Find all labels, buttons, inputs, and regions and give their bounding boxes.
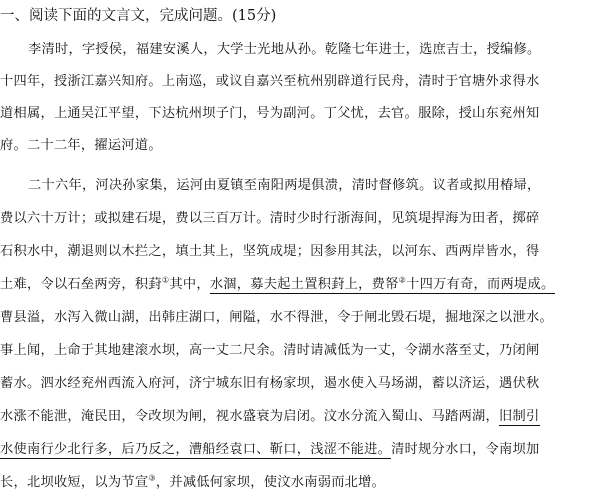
footnote-marker-3: ③ <box>148 473 156 483</box>
paragraph-2-line-5: 曹县溢，水泻入微山湖，出韩庄湖口，闸隘，水不得泄，令于闸北毁石堤，掘地深之以泄水。 <box>0 310 553 325</box>
line-4-text-a: 土难，令以石垒两旁，积葑 <box>0 277 162 292</box>
paragraph-1-line-1: 李清时，字授侯，福建安溪人，大学士光地从孙。乾隆七年进士，选庶吉士，授编修。 <box>28 42 541 57</box>
paragraph-2-line-1: 二十六年，河决孙家集，运河由夏镇至南阳两堤俱溃，清时督修筑。议者或拟用椿埽， <box>28 178 541 193</box>
underlined-sentence-1-part-a: 水涸，募夫起土置积葑上，费帑②十四万有奇，而两堤成。 <box>209 275 555 292</box>
paragraph-2-line-9 <box>0 440 596 460</box>
line-9-text-b: 清时规分水口，令南坝加 <box>391 442 540 457</box>
paragraph-1-line-2: 十四年，授浙江嘉兴知府。上南巡，或议自嘉兴至杭州别辟道行民舟，清时于官塘外求得水 <box>0 74 540 89</box>
paragraph-1-line-3: 道相属，上通吴江平望，下达杭州坝子门，号为副河。丁父忧，去官。服除，授山东兖州知 <box>0 106 540 121</box>
paragraph-1-line-4: 府。二十二年，擢运河道。 <box>0 138 162 153</box>
underlined-sentence-2-part-a: 旧制引 <box>499 409 540 424</box>
footnote-marker-2: ② <box>398 275 407 285</box>
paragraph-2-line-3: 石积水中，潮退则以木拦之，填土其上，坚筑成堤；因参用其法，以河东、西两岸皆水，得 <box>0 244 540 259</box>
line-8-text-a: 水涨不能泄，淹民田，令改坝为闸，视水盛衰为启闭。汶水分流入蜀山、马踏两湖， <box>0 409 500 424</box>
line-10-text-b: ，并减低何家坝，使汶水南弱而北增。 <box>155 475 386 490</box>
paragraph-2-line-8 <box>0 407 596 427</box>
paragraph-2-line-6: 事上闻，上命于其地建滚水坝，高一丈二尺余。清时请减低为一丈，令湖水落至丈，乃闭闸 <box>0 343 540 358</box>
paragraph-2-line-7: 蓄水。泗水经兖州西流入府河，济宁城东旧有杨家坝，遏水使入马场湖，蓄以济运，遇伏秋 <box>0 376 540 391</box>
line-4-text-b: 其中， <box>169 277 210 292</box>
footnote-marker-1: ① <box>161 275 170 285</box>
paragraph-2-line-2: 费以六十万计；或拟建石堤，费以三百万计。清时少时行浙海间，见筑堤捍海为田者，掷碎 <box>0 211 540 226</box>
line-10-text-a: 长，北坝收短，以为节宣 <box>0 475 149 490</box>
paragraph-2-line-4 <box>0 275 596 295</box>
paragraph-2-line-10 <box>0 473 596 493</box>
question-heading: 一、阅读下面的文言文，完成问题。(15分) <box>0 8 277 24</box>
underlined-sentence-2-part-b: 水使南行少北行多，后乃反之，漕船经袁口、靳口，浅涩不能进。 <box>0 442 392 457</box>
